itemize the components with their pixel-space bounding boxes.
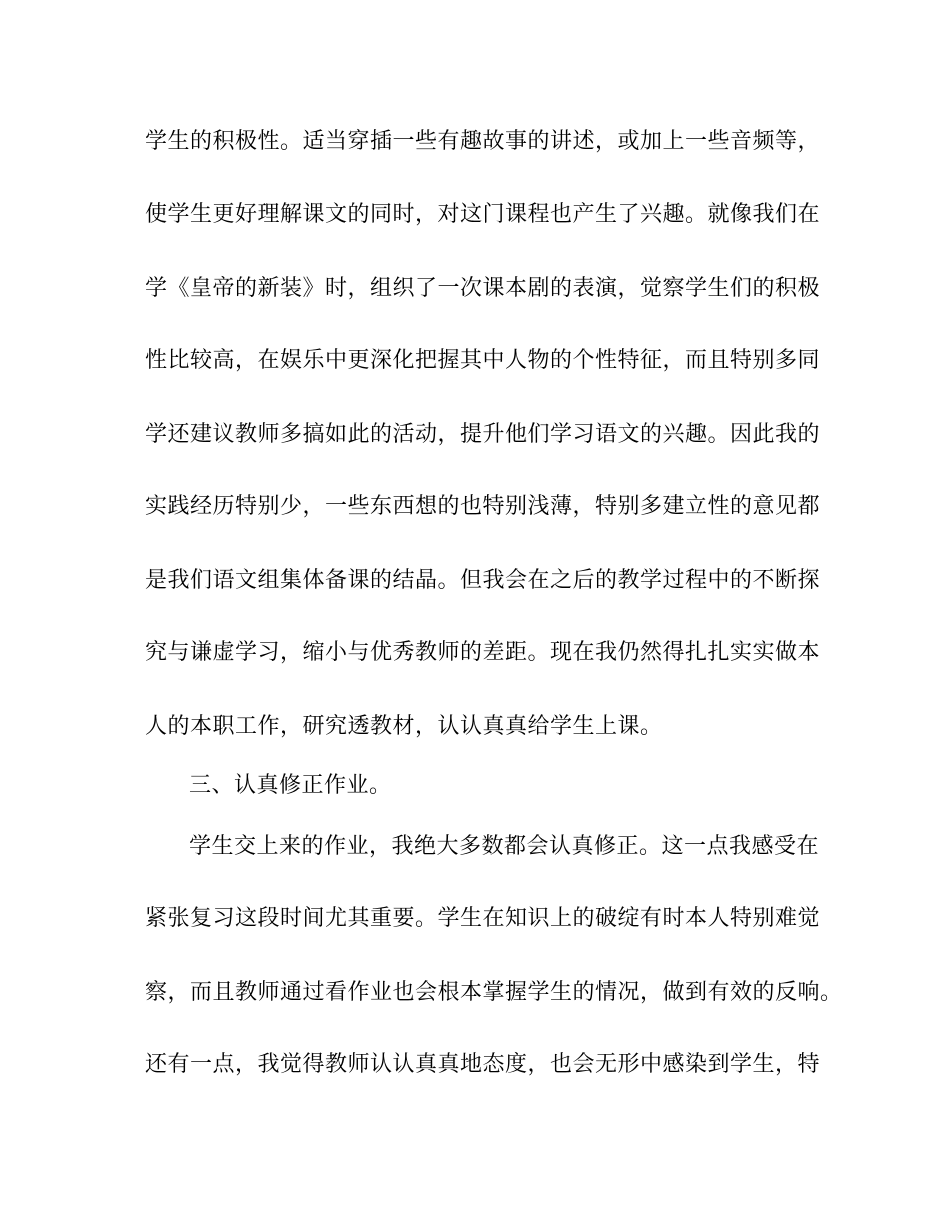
text-line: 使学生更好理解课文的同时，对这门课程也产生了兴趣。就像我们在 — [145, 202, 821, 227]
text-line: 学还建议教师多搞如此的活动，提升他们学习语文的兴趣。因此我的 — [145, 422, 821, 447]
text-line: 察，而且教师通过看作业也会根本掌握学生的情况，做到有效的反响。 — [145, 980, 843, 1005]
text-line: 实践经历特别少，一些东西想的也特别浅薄，特别多建立性的意见都 — [145, 494, 821, 519]
text-line: 性比较高，在娱乐中更深化把握其中人物的个性特征，而且特别多同 — [145, 348, 821, 373]
text-line: 还有一点，我觉得教师认认真真地态度，也会无形中感染到学生，特 — [145, 1052, 821, 1077]
text-line: 人的本职工作，研究透教材，认认真真给学生上课。 — [145, 714, 663, 739]
text-line: 紧张复习这段时间尤其重要。学生在知识上的破绽有时本人特别难觉 — [145, 906, 821, 931]
text-line: 学生交上来的作业，我绝大多数都会认真修正。这一点我感受在 — [189, 834, 820, 859]
text-line: 学生的积极性。适当穿插一些有趣故事的讲述，或加上一些音频等， — [145, 129, 821, 154]
text-line: 究与谦虚学习，缩小与优秀教师的差距。现在我仍然得扎扎实实做本 — [145, 640, 821, 665]
text-line: 是我们语文组集体备课的结晶。但我会在之后的教学过程中的不断探 — [145, 568, 821, 593]
text-line: 学《皇帝的新装》时，组织了一次课本剧的表演，觉察学生们的积极 — [145, 276, 821, 301]
section-heading: 三、认真修正作业。 — [189, 773, 392, 798]
